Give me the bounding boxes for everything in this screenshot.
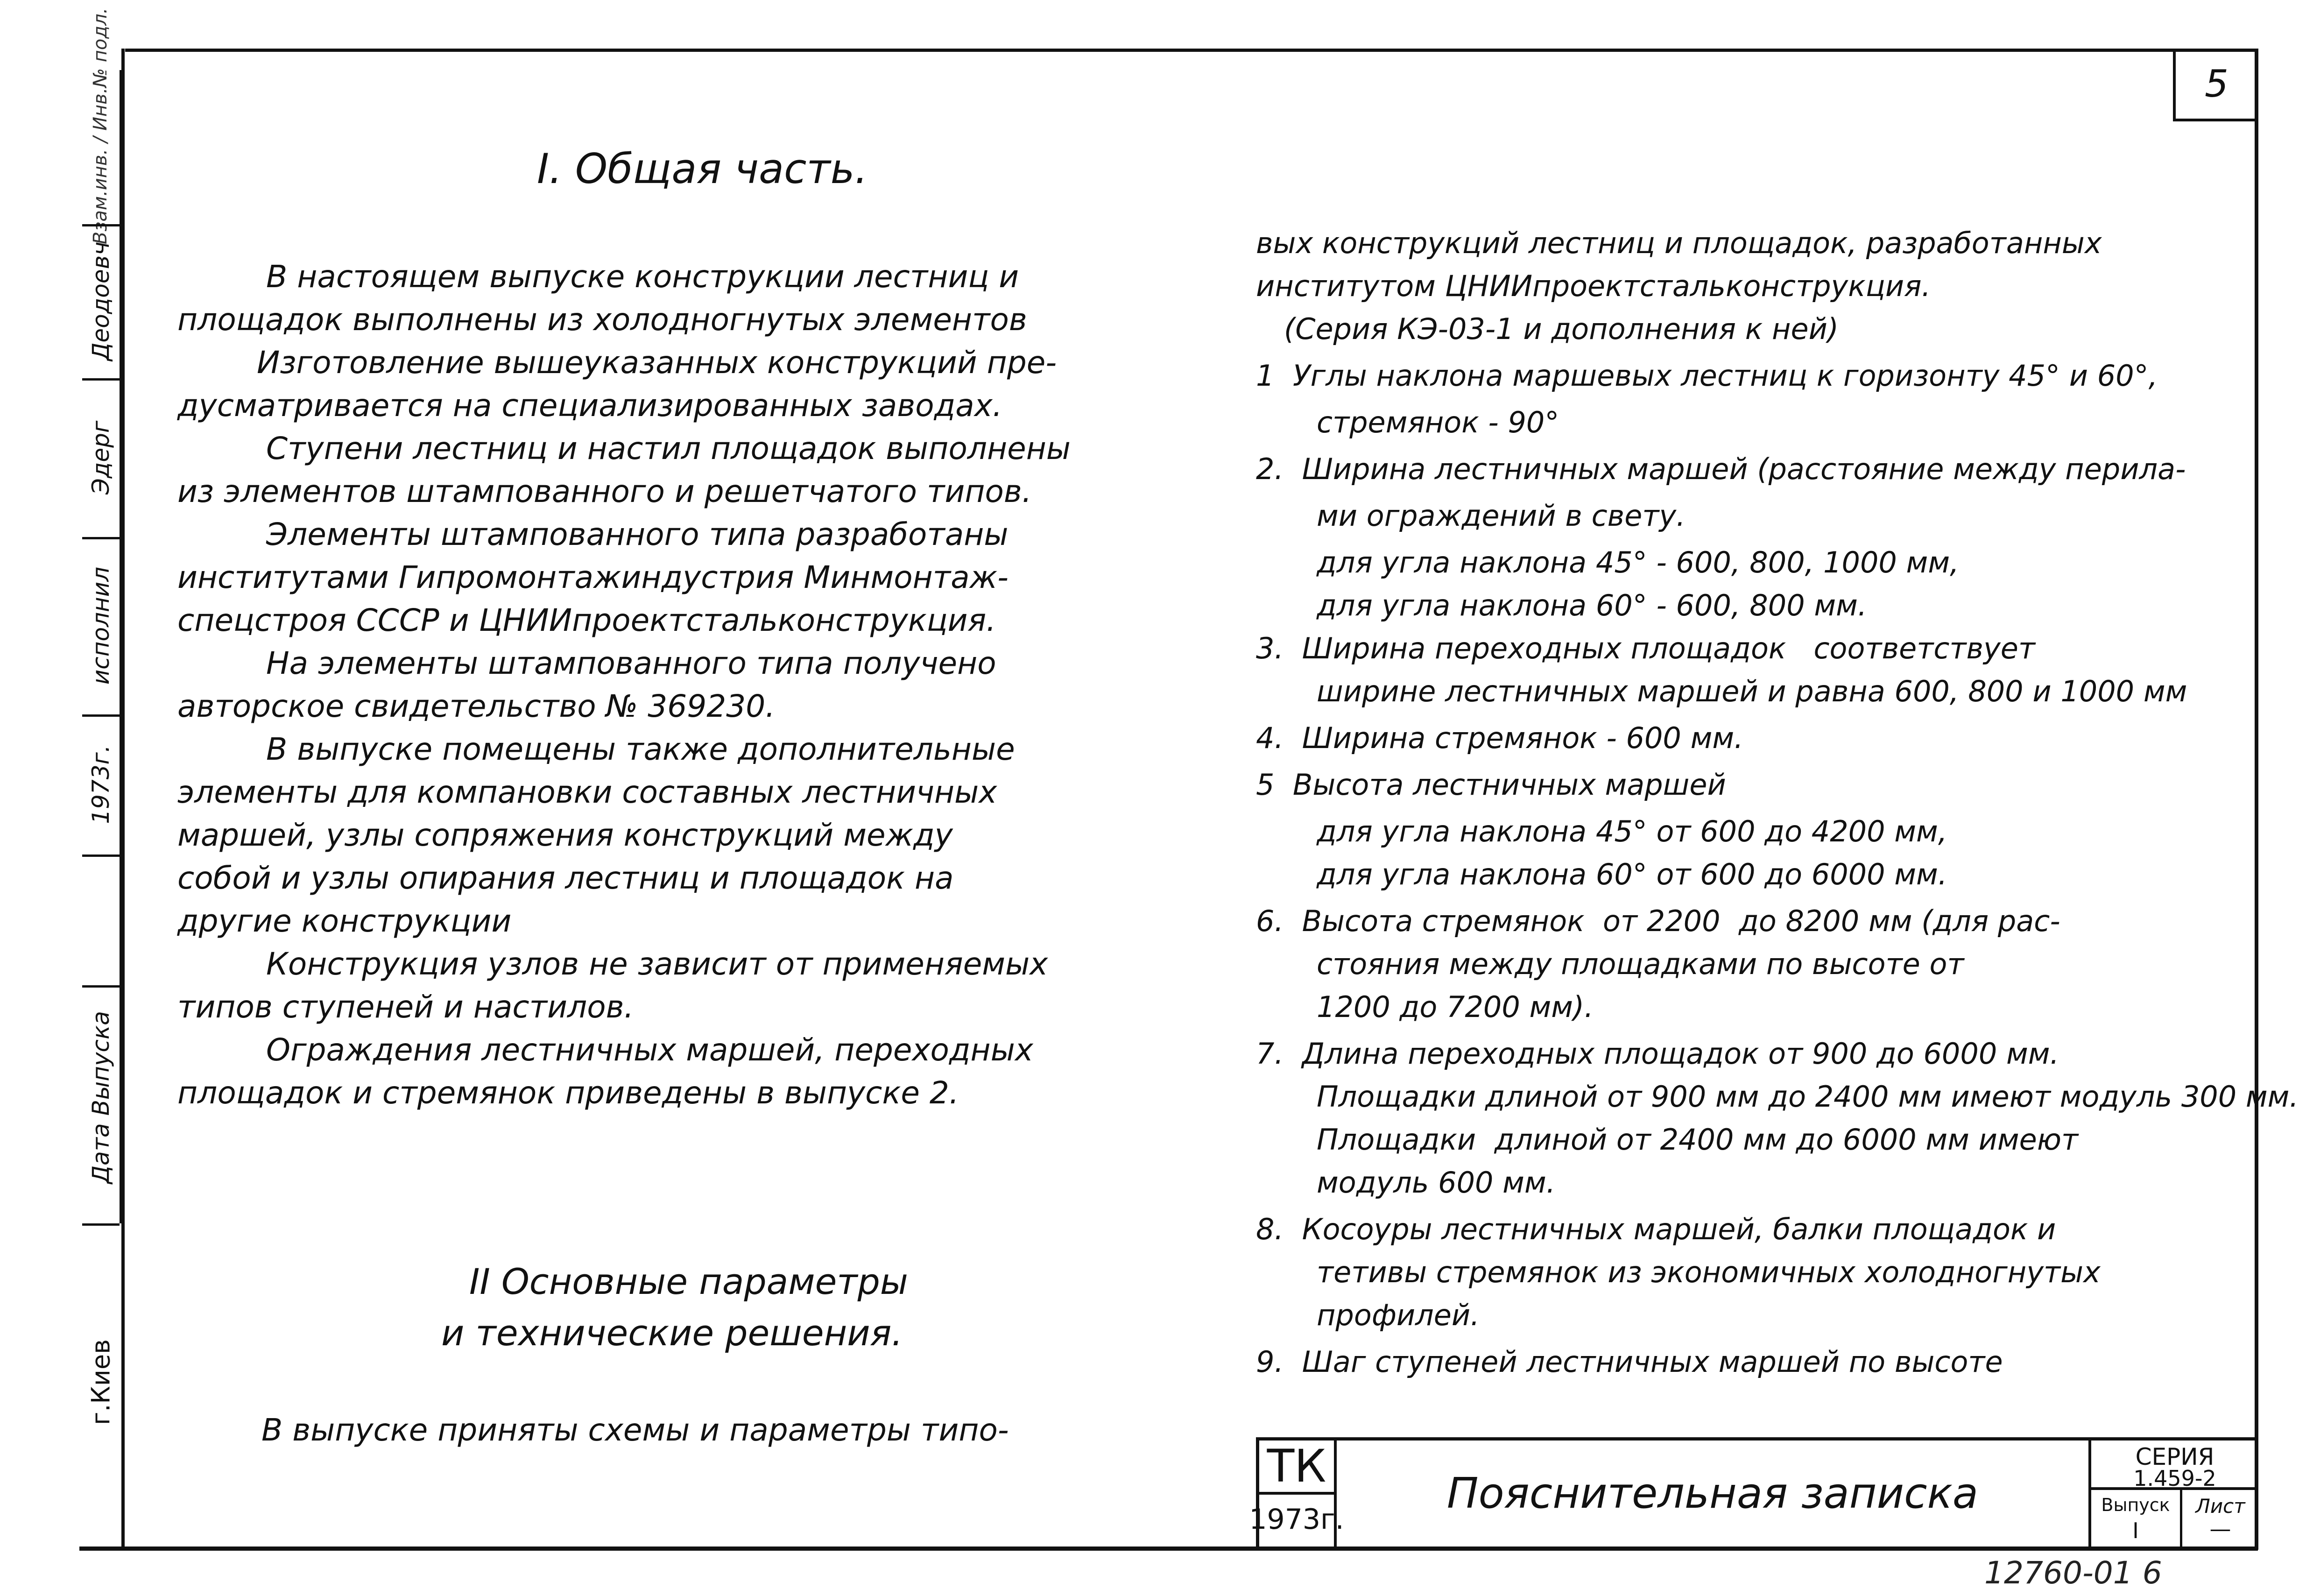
text-line: спецстроя СССР и ЦНИИпроектстальконструкция.: [177, 602, 996, 638]
text-line: из элементов штампованного и решетчатого типов.: [177, 473, 1032, 509]
sheet-label: Лист: [2195, 1495, 2245, 1518]
text-line: В выпуске приняты схемы и параметры типо-: [261, 1412, 1009, 1448]
side-strip-line: [120, 70, 122, 1223]
text-line: для угла наклона 45° от 600 до 4200 мм,: [1317, 814, 1947, 848]
strip-name-text: Деодоевч: [87, 241, 114, 361]
text-line: ширине лестничных маршей и равна 600, 800 и 1000 мм: [1317, 674, 2187, 708]
text-line: стояния между площадками по высоте от: [1317, 947, 1964, 981]
tk-mark: ТК: [1259, 1441, 1337, 1495]
text-line: Площадки длиной от 2400 мм до 6000 мм имеют: [1317, 1123, 2079, 1157]
text-line: тетивы стремянок из экономичных холодногнутых: [1317, 1255, 2101, 1289]
text-line: собой и узлы опирания лестниц и площадок на: [177, 860, 954, 896]
text-line: элементы для компановки составных лестничных: [177, 774, 997, 810]
section2-title-line1: II Основные параметры: [469, 1261, 908, 1302]
text-line: 7. Длина переходных площадок от 900 до 6000 мм.: [1256, 1037, 2059, 1071]
text-line: На элементы штампованного типа получено: [266, 645, 996, 681]
text-line: ми ограждений в свету.: [1317, 499, 1685, 533]
text-line: вых конструкций лестниц и площадок, разработанных: [1256, 226, 2102, 260]
title-cell: [1337, 1441, 2091, 1547]
text-line: 8. Косоуры лестничных маршей, балки площадок и: [1256, 1212, 2056, 1246]
text-line: 5 Высота лестничных маршей: [1256, 768, 1726, 802]
text-line: институтом ЦНИИпроектстальконструкция.: [1256, 269, 1931, 303]
strip-year-text: 1973г.: [87, 745, 114, 824]
strip-divider: [82, 854, 120, 857]
series-cell: [2091, 1441, 2258, 1490]
issue-value: I: [2132, 1518, 2139, 1543]
text-line: другие конструкции: [177, 903, 512, 939]
text-line: для угла наклона 60° - 600, 800 мм.: [1317, 588, 1867, 622]
section2-title-line2: и технические решения.: [441, 1312, 903, 1354]
signature-note-text: Взам.инв. / Инв.№ подл.: [90, 7, 111, 245]
series-label: СЕРИЯ: [2135, 1443, 2214, 1470]
text-line: 1 Углы наклона маршевых лестниц к горизонту 45° и 60°,: [1256, 359, 2158, 393]
strip-cell-role: [82, 537, 120, 714]
archive-number: 12760-01 6: [1984, 1555, 2162, 1591]
text-line: институтами Гипромонтажиндустрия Минмонтаж-: [177, 559, 1008, 595]
text-line: авторское свидетельство № 369230.: [177, 688, 776, 724]
sheet-number: 5: [2173, 49, 2257, 121]
text-line: Конструкция узлов не зависит от применяемых: [266, 946, 1048, 982]
strip-divider: [82, 1223, 120, 1226]
title-block: [1249, 1437, 2255, 1547]
section1-title: I. Общая часть.: [537, 145, 868, 193]
text-line: площадок и стремянок приведены в выпуске 2.: [177, 1075, 959, 1111]
side-strip: [82, 70, 120, 1228]
sheet-value: —: [2209, 1516, 2231, 1541]
frame-right-line: [2255, 49, 2258, 1550]
strip-cell-date: [82, 985, 120, 1209]
strip-cell-name: [82, 224, 120, 378]
strip-date-text: Дата Выпуска: [87, 1011, 114, 1184]
text-line: В выпуске помещены также дополнительные: [266, 731, 1015, 767]
text-line: Ступени лестниц и настил площадок выполнены: [266, 431, 1071, 466]
strip-cell-year: [82, 714, 120, 854]
city-label: [82, 1307, 120, 1457]
text-line: дусматривается на специализированных заводах.: [177, 388, 1002, 424]
text-line: Ограждения лестничных маршей, переходных: [266, 1032, 1033, 1068]
issue-label: Выпуск: [2101, 1495, 2170, 1515]
strip-signature-text: Эдерг: [87, 420, 114, 495]
sheet-cell: [2182, 1490, 2258, 1547]
text-line: типов ступеней и настилов.: [177, 989, 634, 1025]
text-line: Площадки длиной от 900 мм до 2400 мм имеют модуль 300 мм.: [1317, 1080, 2299, 1114]
text-line: для угла наклона 60° от 600 до 6000 мм.: [1317, 857, 1947, 891]
text-line: 3. Ширина переходных площадок соответствует: [1256, 631, 2036, 665]
text-line: 9. Шаг ступеней лестничных маршей по высоте: [1256, 1345, 2003, 1379]
title-block-year: 1973г.: [1259, 1492, 1337, 1547]
text-line: 4. Ширина стремянок - 600 мм.: [1256, 721, 1743, 755]
text-line: для угла наклона 45° - 600, 800, 1000 мм,: [1317, 545, 1959, 579]
text-line: стремянок - 90°: [1317, 405, 1559, 439]
text-line: (Серия КЭ-03-1 и дополнения к ней): [1284, 312, 1839, 346]
text-line: профилей.: [1317, 1298, 1480, 1332]
text-line: 2. Ширина лестничных маршей (расстояние между перила-: [1256, 452, 2186, 486]
strip-cell-signature: [82, 378, 120, 537]
document-title: Пояснительная записка: [1446, 1469, 1979, 1518]
city-text: г.Киев: [86, 1339, 116, 1426]
text-line: маршей, узлы сопряжения конструкций между: [177, 817, 953, 853]
frame-left-line: [121, 49, 125, 1550]
strip-role-text: исполнил: [87, 566, 114, 685]
text-line: Элементы штампованного типа разработаны: [266, 516, 1008, 552]
text-line: В настоящем выпуске конструкции лестниц и: [266, 259, 1019, 295]
frame-bottom-line: [79, 1547, 2258, 1551]
series-value: 1.459-2: [2133, 1466, 2216, 1491]
frame-top-line: [125, 49, 2258, 52]
text-line: площадок выполнены из холодногнутых элементов: [177, 302, 1027, 338]
issue-cell: [2091, 1490, 2182, 1547]
text-line: модуль 600 мм.: [1317, 1165, 1556, 1200]
text-line: Изготовление вышеуказанных конструкций пре-: [257, 345, 1057, 381]
text-line: 1200 до 7200 мм).: [1317, 990, 1594, 1024]
text-line: 6. Высота стремянок от 2200 до 8200 мм (для рас-: [1256, 904, 2060, 938]
